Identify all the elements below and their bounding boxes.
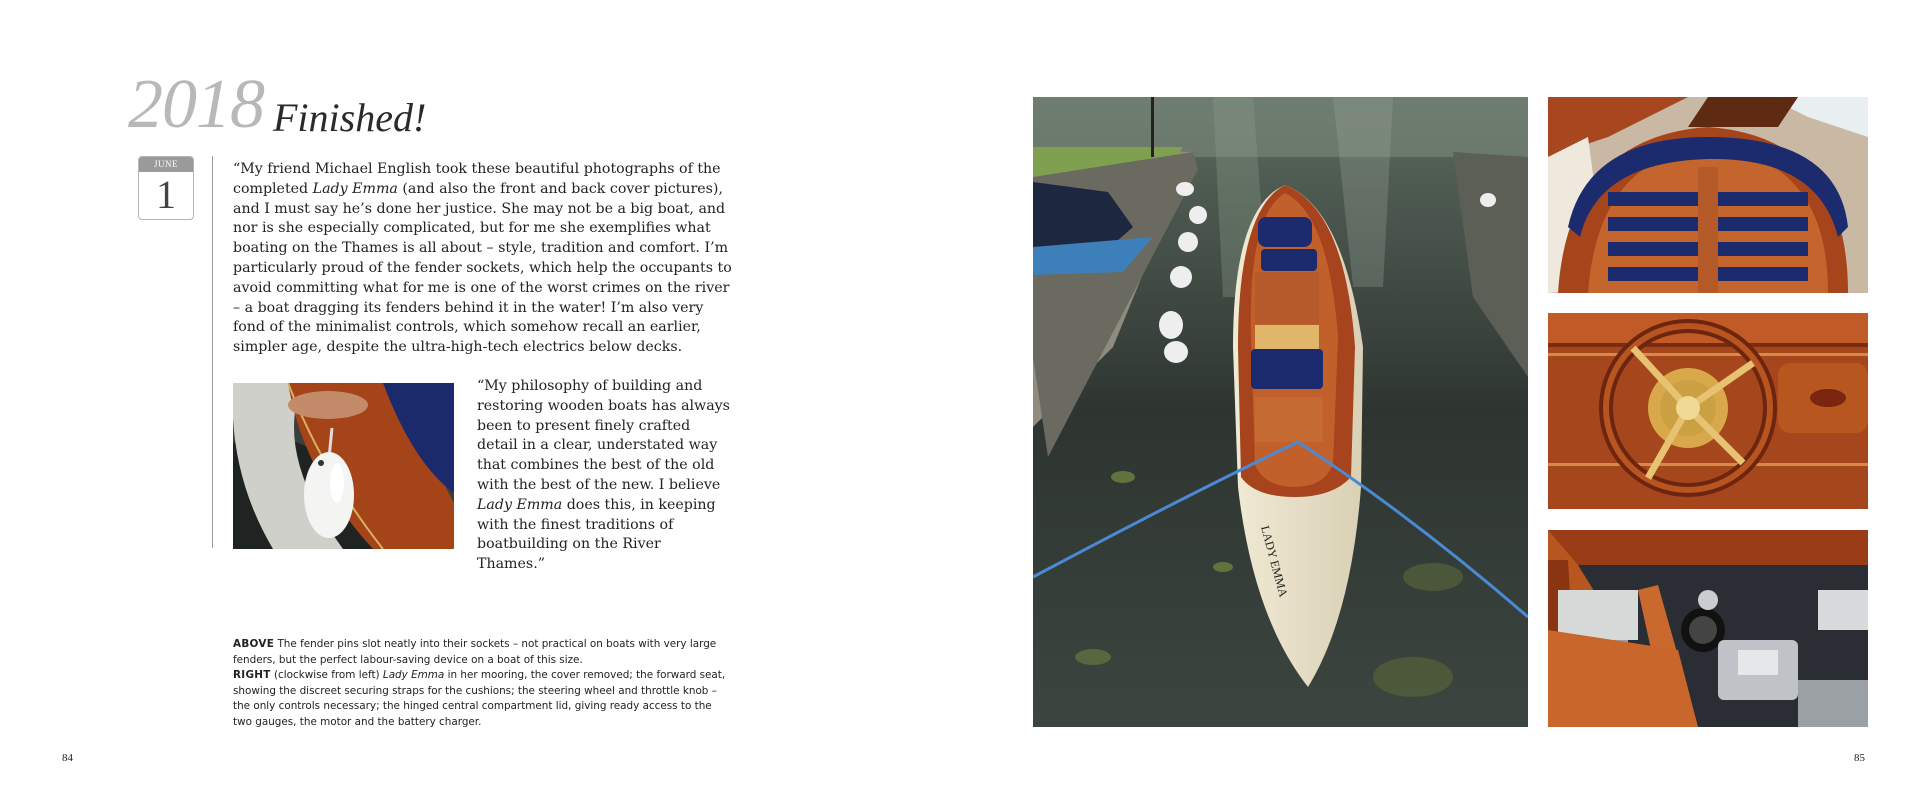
caption-right-pre: (clockwise from left) (270, 669, 383, 682)
vertical-rule (212, 156, 213, 548)
quote-2-boat-name: Lady Emma (477, 496, 563, 513)
forward-seat-photo (1548, 97, 1868, 293)
page-number-right: 85 (1854, 752, 1865, 764)
calendar-badge (138, 156, 194, 220)
fender-photo (233, 383, 454, 549)
calendar-month: JUNE (139, 157, 193, 172)
quote-2-text-b: does this, in keeping with the finest traditions of boatbuilding on the River Thames.” (477, 496, 716, 573)
quote-paragraph-1 (233, 160, 733, 358)
caption-right-label: RIGHT (233, 669, 271, 682)
quote-1-text-b: (and also the front and back cover pictures), and I must say he’s done her justice. She may not be a big boat, and nor is she especially complicated, but for me she exemplifies what boating on the Thames is all about – style, tradition and comfort. I’m particularly proud of the fender sockets, which help the occupants to avoid committing what for me is one of the worst crimes on the river – a boat dragging its fenders behind it in the water! I’m also very fond of the minimalist controls, which somehow recall an earlier, simpler age, despite the ultra-high-tech electrics below decks. (233, 180, 732, 356)
caption-boat-name: Lady Emma (382, 669, 445, 682)
calendar-day: 1 (156, 172, 176, 217)
year-heading: 2018 (128, 66, 264, 143)
caption-above-text: The fender pins slot neatly into their sockets – not practical on boats with very large fenders, but the perfect labour-saving device on a boat of this size. (233, 638, 717, 666)
caption-right-text: in her mooring, the cover removed; the forward seat, showing the discreet securing straps for the cushions; the steering wheel and throttle knob – the only controls necessary; the hinged central compartment lid, giving ready access to the two gauges, the motor and the battery charger. (233, 669, 726, 728)
boat-name-text: LADY EMMA (1258, 524, 1291, 599)
page-title: Finished! (273, 95, 427, 140)
mooring-photo (1033, 97, 1528, 727)
quote-2-text-a: “My philosophy of building and restoring wooden boats has always been to present finely crafted detail in a clear, understated way that combines the best of the old with the best of the new. I believe (477, 378, 730, 493)
steering-wheel-photo (1548, 313, 1868, 509)
quote-1-text-a: “My friend Michael English took these beautiful photographs of the completed (233, 161, 721, 197)
compartment-photo (1548, 530, 1868, 727)
caption-above-label: ABOVE (233, 638, 275, 650)
quote-paragraph-2 (477, 377, 732, 575)
photo-caption (233, 637, 728, 731)
page-number-left: 84 (62, 752, 73, 764)
quote-1-boat-name: Lady Emma (312, 180, 398, 197)
